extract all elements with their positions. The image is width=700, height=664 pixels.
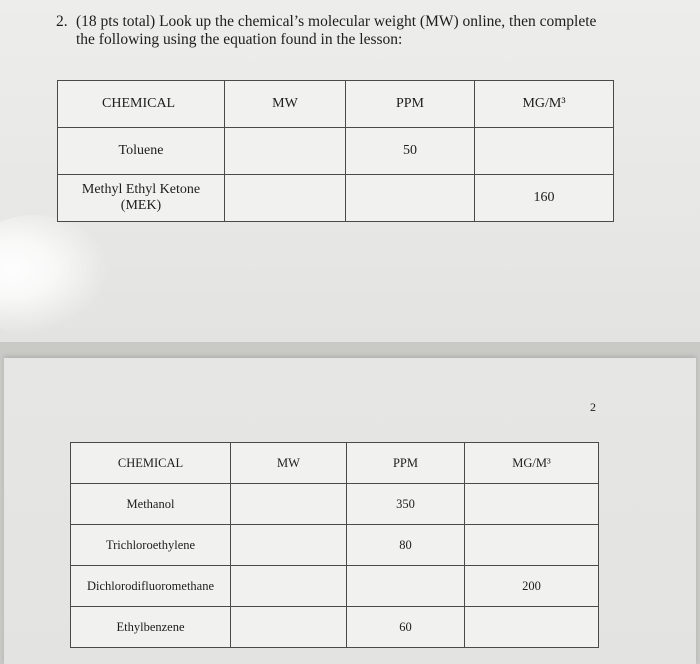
header-mg-m3: MG/M³ — [465, 443, 599, 484]
table-header-row — [58, 81, 614, 128]
mg-m3-cell[interactable] — [465, 525, 599, 566]
mg-m3-cell[interactable] — [465, 607, 599, 648]
mg-m3-cell[interactable] — [475, 128, 614, 175]
chemical-name: Ethylbenzene — [71, 607, 231, 648]
table-row — [71, 566, 599, 607]
mg-m3-cell[interactable]: 160 — [475, 175, 614, 222]
ppm-cell[interactable]: 60 — [347, 607, 465, 648]
table-row — [71, 607, 599, 648]
question-2 — [56, 13, 616, 49]
light-glare — [0, 215, 110, 335]
ppm-cell[interactable] — [347, 566, 465, 607]
mw-cell[interactable] — [225, 128, 346, 175]
chemical-name: Toluene — [58, 128, 225, 175]
table-row — [58, 175, 614, 222]
table-row — [71, 525, 599, 566]
header-mw: MW — [231, 443, 347, 484]
mw-cell[interactable] — [231, 484, 347, 525]
header-ppm: PPM — [347, 443, 465, 484]
table-row — [58, 128, 614, 175]
ppm-cell[interactable]: 80 — [347, 525, 465, 566]
chemical-name: Dichlorodifluoromethane — [71, 566, 231, 607]
header-ppm: PPM — [346, 81, 475, 128]
chemical-table-2 — [70, 442, 599, 648]
page-number: 2 — [590, 400, 596, 414]
chemical-table-1 — [57, 80, 614, 222]
table-row — [71, 484, 599, 525]
chemical-name: Methyl Ethyl Ketone (MEK) — [58, 175, 225, 222]
header-chemical: CHEMICAL — [71, 443, 231, 484]
header-mw: MW — [225, 81, 346, 128]
mw-cell[interactable] — [231, 607, 347, 648]
question-number: 2. — [56, 13, 68, 30]
chemical-name: Methanol — [71, 484, 231, 525]
ppm-cell[interactable]: 50 — [346, 128, 475, 175]
ppm-cell[interactable]: 350 — [347, 484, 465, 525]
chemical-name: Trichloroethylene — [71, 525, 231, 566]
header-mg-m3: MG/M³ — [475, 81, 614, 128]
mw-cell[interactable] — [231, 566, 347, 607]
question-text: (18 pts total) Look up the chemical’s molecular weight (MW) online, then complete the following using the equation found in the lesson: — [76, 13, 597, 48]
mg-m3-cell[interactable]: 200 — [465, 566, 599, 607]
mw-cell[interactable] — [225, 175, 346, 222]
mw-cell[interactable] — [231, 525, 347, 566]
table-header-row — [71, 443, 599, 484]
mg-m3-cell[interactable] — [465, 484, 599, 525]
header-chemical: CHEMICAL — [58, 81, 225, 128]
ppm-cell[interactable] — [346, 175, 475, 222]
